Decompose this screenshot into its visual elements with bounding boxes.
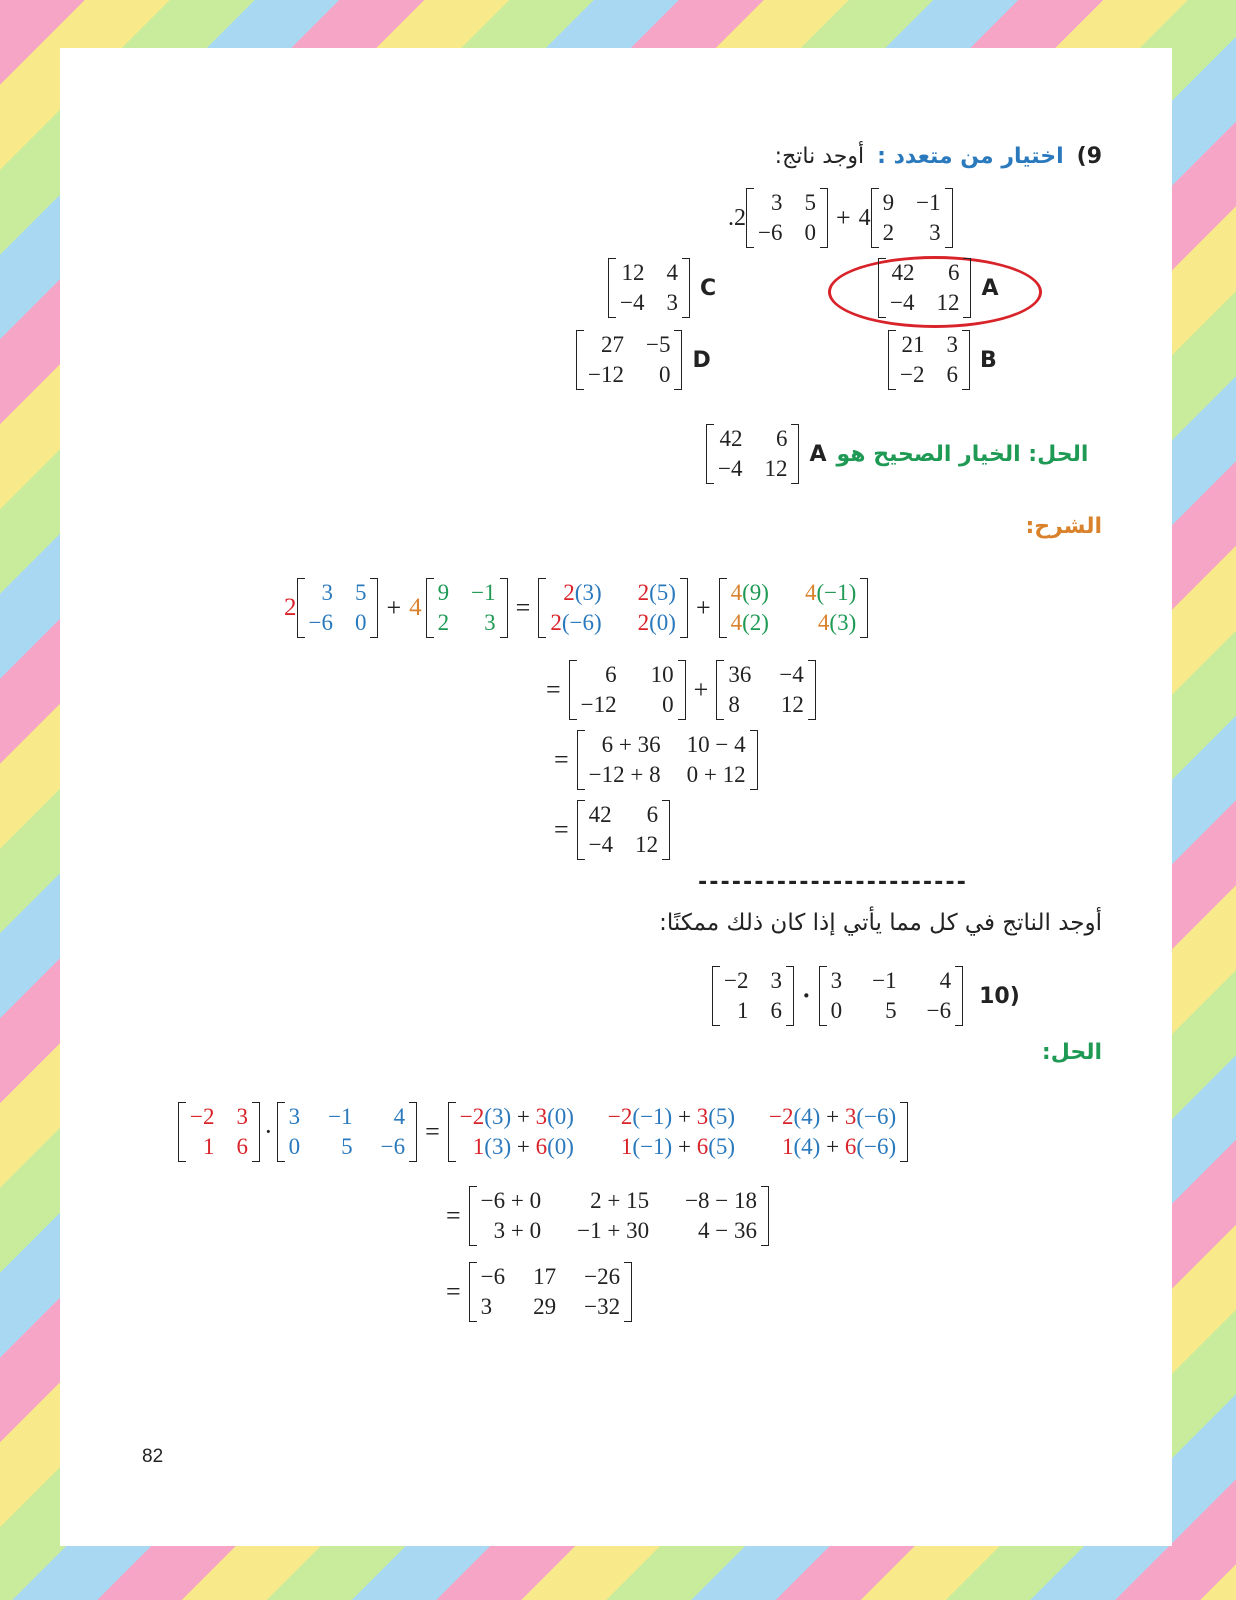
q10-number: 10)	[979, 983, 1020, 1009]
explain-title: الشرح:	[1025, 514, 1102, 539]
scalar-2: 2	[734, 204, 746, 231]
page-number: 82	[142, 1446, 164, 1467]
option-a[interactable]: 42 6 −4 12 A	[878, 258, 1009, 318]
work-line-4: = 42 6 −4 12	[546, 800, 670, 860]
option-label: C	[699, 275, 717, 301]
q9-number: 9)	[1076, 144, 1102, 169]
solution-matrix: 42 6 −4 12	[706, 424, 799, 484]
q9-header	[775, 144, 1102, 169]
option-label: D	[692, 347, 711, 373]
work-line-3: = 6 + 36 10 − 4 −12 + 8 0 + 12	[546, 730, 758, 790]
q9-expression: . 2 3 5 −6 0 + 4 9 −1 2 3	[728, 188, 953, 248]
matrix-a: −2 3 1 6	[712, 966, 794, 1026]
solution-text: الحل: الخيار الصحيح هو	[836, 441, 1089, 467]
work-line-1: 2 3 5 −6 0 + 4 9 −1 2 3 = 2(3) 2(5) 2(−6) 2(0) + 4(9) 4(−1) 4(2) 4(3)	[284, 578, 868, 638]
divider: ------------------------	[696, 870, 966, 895]
q9-solution	[706, 424, 1088, 484]
q10-work-line-3: = −6 17 −26 3 29 −32	[438, 1262, 632, 1322]
matrix-m1: 3 5 −6 0	[746, 188, 828, 248]
option-c[interactable]: 12 4 −4 3 C	[608, 258, 726, 318]
dot: .	[728, 204, 734, 231]
scalar-4: 4	[858, 204, 871, 231]
page	[60, 48, 1172, 1546]
matrix-m2: 9 −1 2 3	[871, 188, 953, 248]
matrix-b: 3 −1 4 0 5 −6	[819, 966, 963, 1026]
q10-solution-title: الحل:	[1041, 1040, 1102, 1065]
option-label: B	[979, 347, 997, 373]
q9-title: اختيار من متعدد :	[877, 144, 1064, 169]
option-label: A	[981, 275, 999, 301]
q10-problem: −2 3 1 6 · 3 −1 4 0 5 −6 10)	[712, 966, 1030, 1026]
section-prompt: أوجد الناتج في كل مما يأتي إذا كان ذلك ممكنًا:	[659, 910, 1102, 936]
solution-label: A	[809, 441, 827, 467]
q10-work-line-1: −2 3 1 6 · 3 −1 4 0 5 −6 = −2(3) + 3(0) −2(−1) + 3(5) −2(4) + 3(−6) 1(3) + 6(0) 1(−1) + 6(5) 1(4) + 6(−6)	[178, 1102, 908, 1162]
option-b[interactable]: 21 3 −2 6 B	[888, 330, 1007, 390]
option-d[interactable]: 27 −5 −12 0 D	[576, 330, 721, 390]
q10-work-line-2: = −6 + 0 2 + 15 −8 − 18 3 + 0 −1 + 30 4 − 36	[438, 1186, 769, 1246]
q9-prompt: أوجد ناتج:	[774, 144, 865, 169]
work-line-2: = 6 10 −12 0 + 36 −4 8 12	[538, 660, 816, 720]
